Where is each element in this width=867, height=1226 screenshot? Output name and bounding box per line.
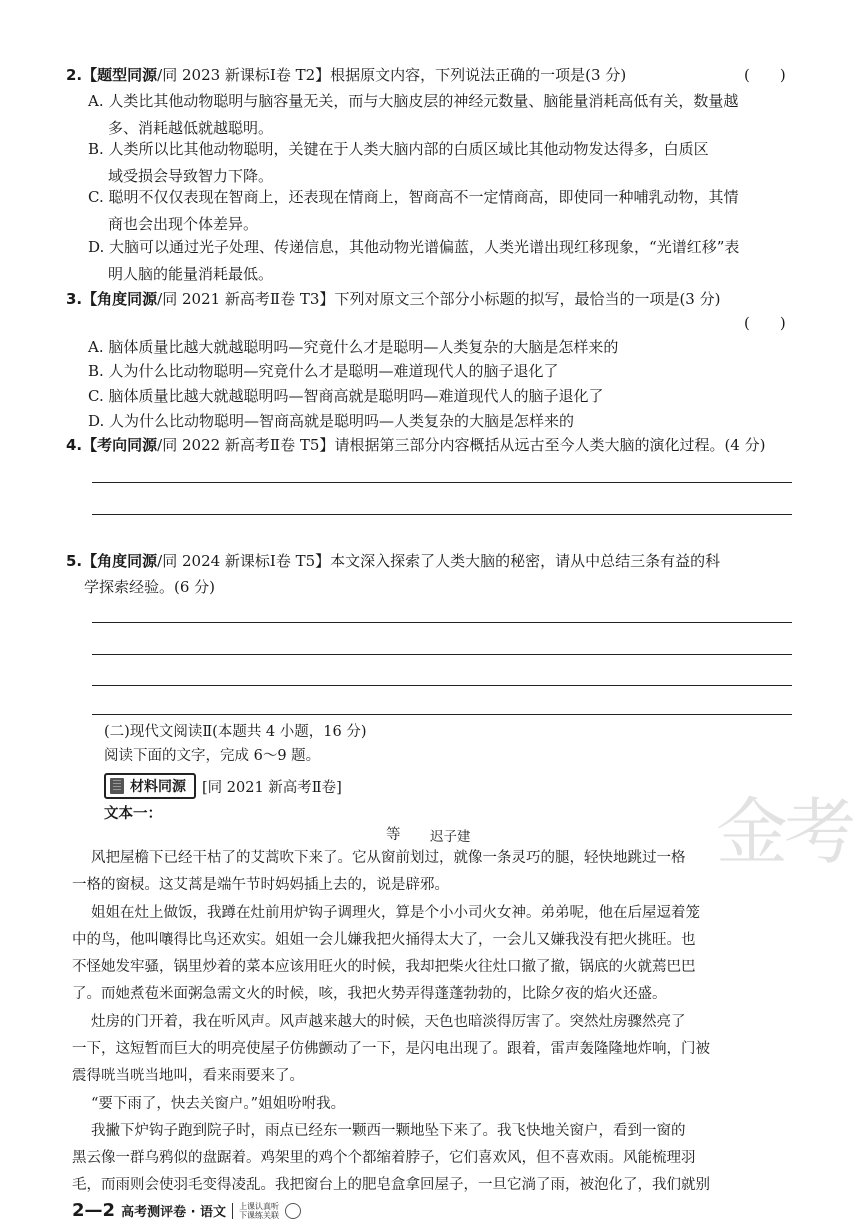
q3-option-a[interactable]: A. 脑体质量比越大就越聪明吗—究竟什么才是聪明—人类复杂的大脑是怎样来的 xyxy=(88,338,619,356)
q2-option-a[interactable] xyxy=(88,88,738,142)
q5-stem-line-2: 学探索经验。(6 分) xyxy=(84,578,216,596)
story-line-8: 一下，这短暂而巨大的明亮使屋子仿佛颤动了一下，是闪电出现了。跟着，雷声轰隆隆地炸响，门被 xyxy=(72,1041,710,1057)
book-icon xyxy=(110,778,124,794)
q3-source: /同 2021 新高考Ⅱ卷 T3】 xyxy=(157,290,335,308)
q5-tag: 【角度同源 xyxy=(82,552,158,570)
q2-stem: 根据原文内容，下列说法正确的一项是(3 分) xyxy=(330,66,627,84)
section-instruction: 阅读下面的文字，完成 6～9 题。 xyxy=(104,748,321,764)
q4-source: /同 2022 新高考Ⅱ卷 T5】 xyxy=(157,436,335,454)
material-tag-label: 材料同源 xyxy=(130,779,186,795)
q5-stem-line xyxy=(66,548,720,574)
footer-slogan-top: 上课认真听 xyxy=(239,1201,280,1211)
q3-stem: 下列对原文三个部分小标题的拟写，最恰当的一项是(3 分) xyxy=(334,290,721,308)
q2-option-c-line2: 商也会出现个体差异。 xyxy=(108,215,259,233)
page-footer xyxy=(72,1200,301,1221)
q3-option-d[interactable]: D. 人为什么比动物聪明—智商高就是聪明吗—人类复杂的大脑是怎样来的 xyxy=(88,412,575,430)
story-line-7: 灶房的门开着，我在听风声。风声越来越大的时候，天色也暗淡得厉害了。突然灶房骤然亮了 xyxy=(91,1014,686,1030)
q2-option-d-line1: D. 大脑可以通过光子处理、传递信息，其他动物光谱偏蓝，人类光谱出现红移现象，“光谱红移”表 xyxy=(88,238,740,256)
q4-tag: 【考向同源 xyxy=(82,436,158,454)
q5-answer-line-1[interactable] xyxy=(92,622,792,623)
story-line-6: 了。而她煮苞米面粥急需文火的时候，咳，我把火势弄得蓬蓬勃勃的，比除夕夜的焰火还盛。 xyxy=(72,986,667,1002)
material-source: [同 2021 新高考Ⅱ卷] xyxy=(202,779,342,796)
q2-option-d[interactable] xyxy=(88,234,739,288)
q5-answer-line-4[interactable] xyxy=(92,714,792,715)
story-line-3: 姐姐在灶上做饭，我蹲在灶前用炉钩子调理火，算是个小小司火女神。弟弟呢，他在后屋逗着笼 xyxy=(91,905,700,921)
q4-answer-line-2[interactable] xyxy=(92,514,792,515)
q2-option-b[interactable] xyxy=(88,136,709,190)
footer-slogan xyxy=(239,1202,279,1220)
q3-tag: 【角度同源 xyxy=(82,290,158,308)
story-line-9: 震得咣当咣当地叫，看来雨要来了。 xyxy=(72,1068,304,1084)
watermark: 金考 xyxy=(716,790,853,874)
story-line-10: “要下雨了，快去关窗户。”姐姐吩咐我。 xyxy=(91,1096,346,1112)
story-line-12: 黑云像一群乌鸦似的盘踞着。鸡架里的鸡个个都缩着脖子，它们喜欢风，但不喜欢雨。风能梳理羽 xyxy=(72,1150,696,1166)
q5-answer-line-2[interactable] xyxy=(92,654,792,655)
q5-stem: 本文深入探索了人类大脑的秘密，请从中总结三条有益的科 xyxy=(330,552,721,570)
footer-slogan-bottom: 下课练关联 xyxy=(239,1210,280,1220)
story-author: 迟子建 xyxy=(430,829,471,845)
text-label: 文本一： xyxy=(104,806,162,822)
q2-number: 2. xyxy=(66,66,83,84)
q5-answer-line-3[interactable] xyxy=(92,685,792,686)
q4-stem-line xyxy=(66,432,765,458)
q2-option-c-line1: C. 聪明不仅仅表现在智商上，还表现在情商上，智商高不一定情商高，即使同一种哺乳动物，其情 xyxy=(88,188,739,206)
q2-option-c[interactable] xyxy=(88,184,738,238)
story-title: 等 xyxy=(386,827,401,843)
material-tag xyxy=(104,773,196,799)
q3-answer-blank[interactable]: ( ) xyxy=(744,314,786,332)
story-line-4: 中的鸟，他叫嚷得比鸟还欢实。姐姐一会儿嫌我把火捅得太大了，一会儿又嫌我没有把火挑旺。也 xyxy=(72,932,696,948)
story-line-1: 风把屋檐下已经干枯了的艾蒿吹下来了。它从窗前划过，就像一条灵巧的腿，轻快地跳过一格 xyxy=(91,850,686,866)
footer-title: 高考测评卷 · 语文 xyxy=(121,1205,227,1220)
story-line-2: 一格的窗棂。这艾蒿是端午节时妈妈插上去的，说是辟邪。 xyxy=(72,877,449,893)
story-line-5: 不怪她发牢骚，锅里炒着的菜本应该用旺火的时候，我却把柴火往灶口撤了撤，锅底的火就蔫巴巴 xyxy=(72,959,696,975)
q2-stem-line xyxy=(66,62,626,88)
q3-stem-line xyxy=(66,286,720,312)
q4-number: 4. xyxy=(66,436,83,454)
q2-answer-blank[interactable]: ( ) xyxy=(744,66,786,84)
story-line-11: 我撇下炉钩子跑到院子时，雨点已经东一颗西一颗地坠下来了。我飞快地关窗户，看到一窗的 xyxy=(91,1123,686,1139)
q2-source: /同 2023 新课标Ⅰ卷 T2】 xyxy=(157,66,331,84)
q4-answer-line-1[interactable] xyxy=(92,482,792,483)
section-heading: (二)现代文阅读Ⅱ(本题共 4 小题，16 分) xyxy=(104,724,367,740)
story-line-13: 毛，而雨则会使羽毛变得凌乱。我把窗台上的肥皂盒拿回屋子，一旦它淌了雨，被泡化了，我们就别 xyxy=(72,1177,710,1193)
q3-option-b[interactable]: B. 人为什么比动物聪明—究竟什么才是聪明—难道现代人的脑子退化了 xyxy=(88,362,559,380)
q3-option-c[interactable]: C. 脑体质量比越大就越聪明吗—智商高就是聪明吗—难道现代人的脑子退化了 xyxy=(88,387,604,405)
footer-divider xyxy=(232,1203,233,1219)
q5-number: 5. xyxy=(66,552,83,570)
q3-number: 3. xyxy=(66,290,83,308)
brand-logo-icon xyxy=(285,1203,301,1219)
q2-option-b-line2: 域受损会导致智力下降。 xyxy=(108,167,274,185)
q4-stem: 请根据第三部分内容概括从远古至今人类大脑的演化过程。(4 分) xyxy=(334,436,766,454)
q2-option-a-line2: 多、消耗越低就越聪明。 xyxy=(108,119,274,137)
q2-option-b-line1: B. 人类所以比其他动物聪明，关键在于人类大脑内部的白质区域比其他动物发达得多，白质区 xyxy=(88,140,709,158)
q5-source: /同 2024 新课标Ⅰ卷 T5】 xyxy=(157,552,331,570)
q2-option-d-line2: 明人脑的能量消耗最低。 xyxy=(108,265,274,283)
q2-tag: 【题型同源 xyxy=(82,66,158,84)
material-source-row xyxy=(104,773,342,799)
q2-option-a-line1: A. 人类比其他动物聪明与脑容量无关，而与大脑皮层的神经元数量、脑能量消耗高低有关，数量越 xyxy=(88,92,739,110)
page-number: 2—2 xyxy=(72,1200,116,1221)
